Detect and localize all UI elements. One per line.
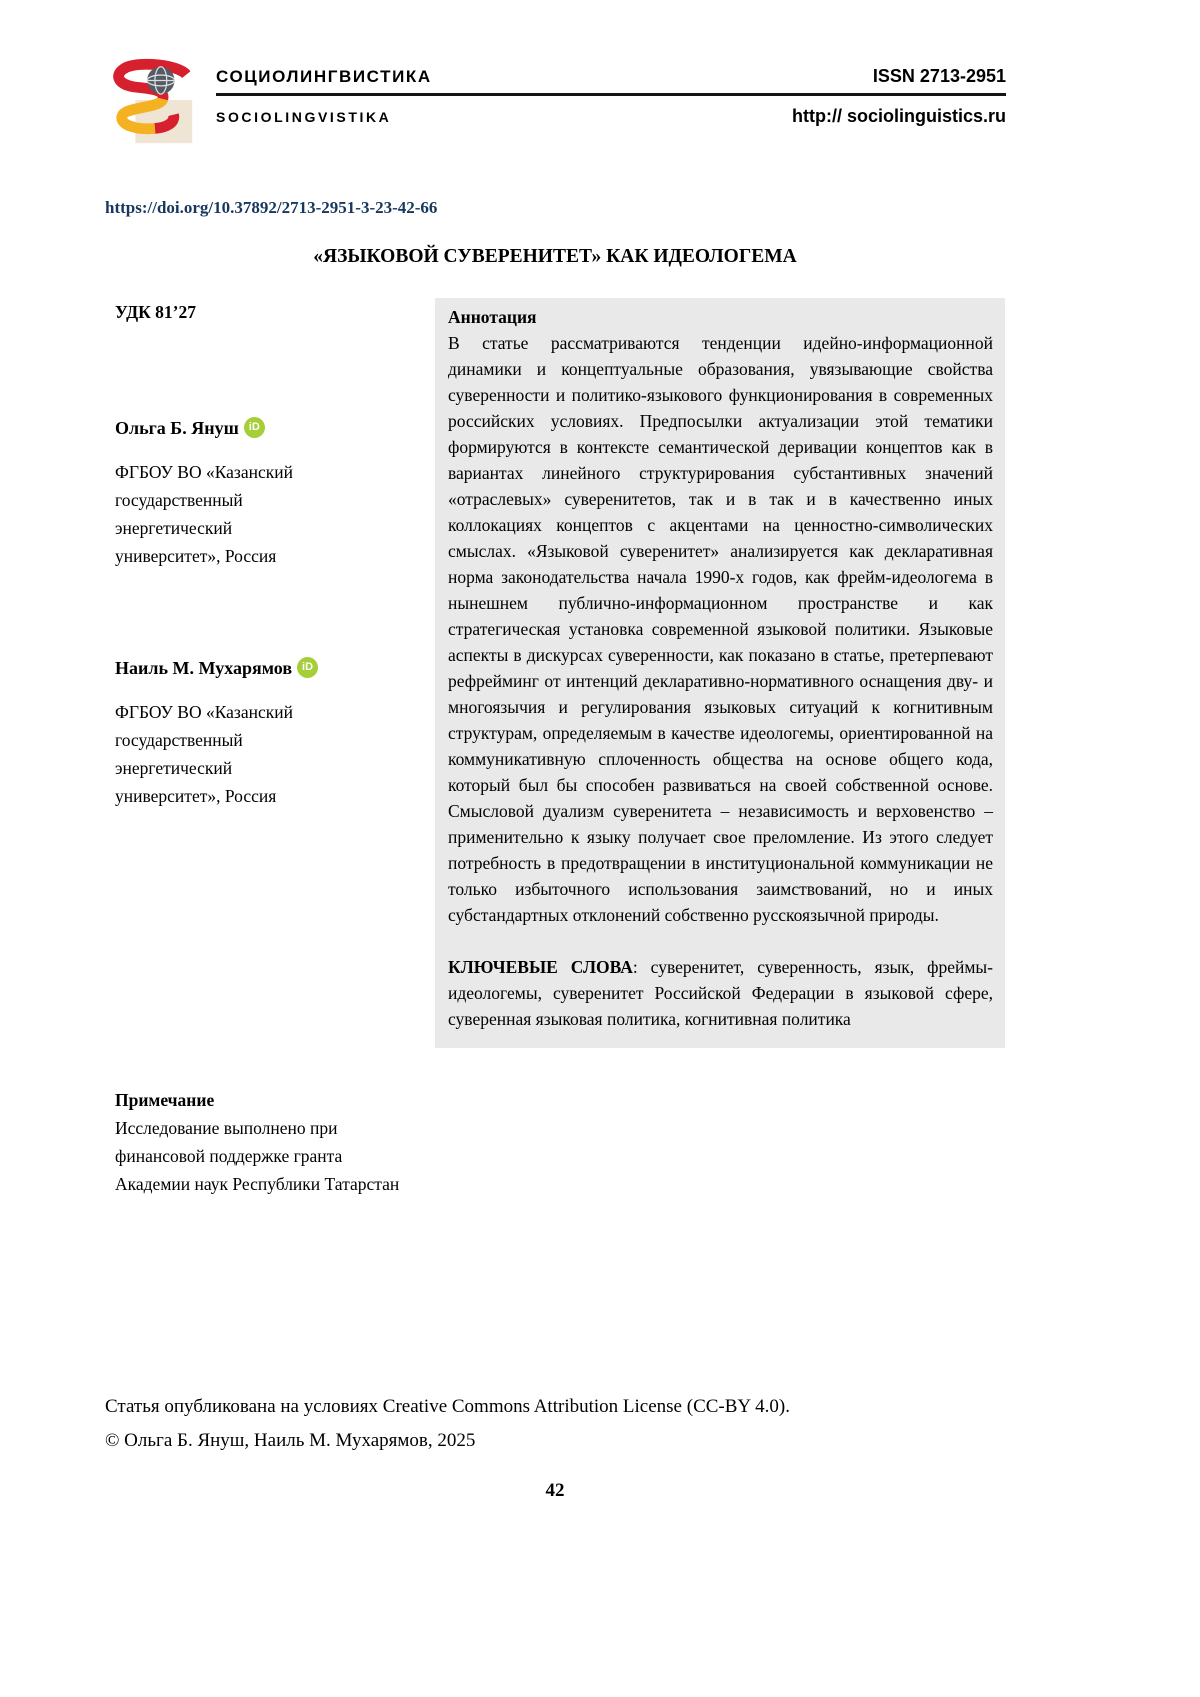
keywords-label: КЛЮЧЕВЫЕ СЛОВА — [448, 957, 633, 977]
author-name-text: Ольга Б. Януш — [115, 418, 239, 438]
issn-label: ISSN 2713-2951 — [872, 66, 1006, 86]
journal-website-link[interactable]: http:// sociolinguistics.ru — [791, 106, 1006, 126]
abstract-text: В статье рассматриваются тенденции идейно-информационной динамики и концептуальные образования, увязывающие свойства суверенности и политико-языкового функционирования в современных российских условиях. Предпосылки актуализации этой тематики формируются в контексте семантической деривации концептов как в вариантах линейного структурирования субстантивных значений «отраслевых» суверенитетов, так и в так и в качественно иных коллокациях концептов с акцентами на ценностно-символических смыслах. «Языковой суверенитет» анализируется как декларативная норма законодательства начала 1990-х годов, как фрейм-идеологема в нынешнем публично-информационном пространстве и как стратегическая установка современной языковой политики. Языковые аспекты в дискурсах суверенности, как показано в статье, претерпевают рефрейминг от интенций декларативно-нормативного оснащения дву- и многоязычия и регулирования языковых ситуаций к когнитивным структурам, определяемым в качестве идеологемы, ориентированной на коммуникативную сплоченность общества на основе общего кода, который был бы способен развиваться на своей собственной основе. Смысловой дуализм суверенитета – независимость и верховенство – применительно к языку получает свое преломление. Из этого следует потребность в предотвращении в институциональной коммуникации не только избыточного использования заимствований, но и иных субстандартных отклонений собственно русскоязычной природы. — [448, 333, 993, 925]
author-name-text: Наиль М. Мухарямов — [115, 658, 293, 678]
orcid-icon[interactable] — [297, 657, 318, 678]
abstract-heading: Аннотация — [448, 307, 537, 327]
author-column — [105, 298, 435, 1198]
journal-header — [106, 58, 1006, 146]
header-divider — [216, 93, 1006, 96]
copyright-line: © Ольга Б. Януш, Наиль М. Мухарямов, 2025 — [105, 1430, 476, 1451]
author-affiliation: ФГБОУ ВО «Казанский государственный энергетический университет», Россия — [115, 462, 293, 566]
article-body — [105, 298, 1005, 1198]
article-title: «ЯЗЫКОВОЙ СУВЕРЕНИТЕТ» КАК ИДЕОЛОГЕМА — [313, 246, 797, 267]
author-block — [115, 654, 435, 810]
license-line: Статья опубликована на условиях Creative Commons Attribution License (CC-BY 4.0). — [105, 1396, 791, 1417]
page-number: 42 — [545, 1480, 565, 1501]
funding-note — [115, 1086, 435, 1198]
header-text-block — [216, 58, 1006, 127]
abstract-box — [435, 298, 1005, 1048]
keywords-list: : суверенитет, суверенность, язык, фреймы-идеологемы, суверенитет Российской Федерации в языковой сфере, суверенная языковая политика, когнитивная политика — [448, 957, 994, 1029]
page-footer — [105, 1390, 1005, 1508]
note-heading: Примечание — [115, 1090, 215, 1110]
orcid-icon-label: iD — [248, 421, 260, 433]
note-text: Исследование выполнено при финансовой поддержке гранта Академии наук Республики Татарстан — [115, 1118, 400, 1194]
doi-link[interactable]: https://doi.org/10.37892/2713-2951-3-23-42-66 — [105, 198, 438, 217]
keywords-paragraph — [448, 954, 993, 1032]
orcid-icon-label: iD — [302, 661, 314, 673]
author-name — [115, 654, 435, 682]
journal-logo — [106, 58, 200, 146]
udc-code: УДК 81’27 — [115, 302, 197, 322]
author-block — [115, 414, 435, 570]
author-name — [115, 414, 435, 442]
orcid-icon[interactable] — [244, 417, 265, 438]
author-affiliation: ФГБОУ ВО «Казанский государственный энергетический университет», Россия — [115, 702, 293, 806]
journal-name-en: SOCIOLINGVISTIKA — [216, 109, 392, 125]
journal-name-ru: СОЦИОЛИНГВИСТИКА — [216, 67, 432, 86]
